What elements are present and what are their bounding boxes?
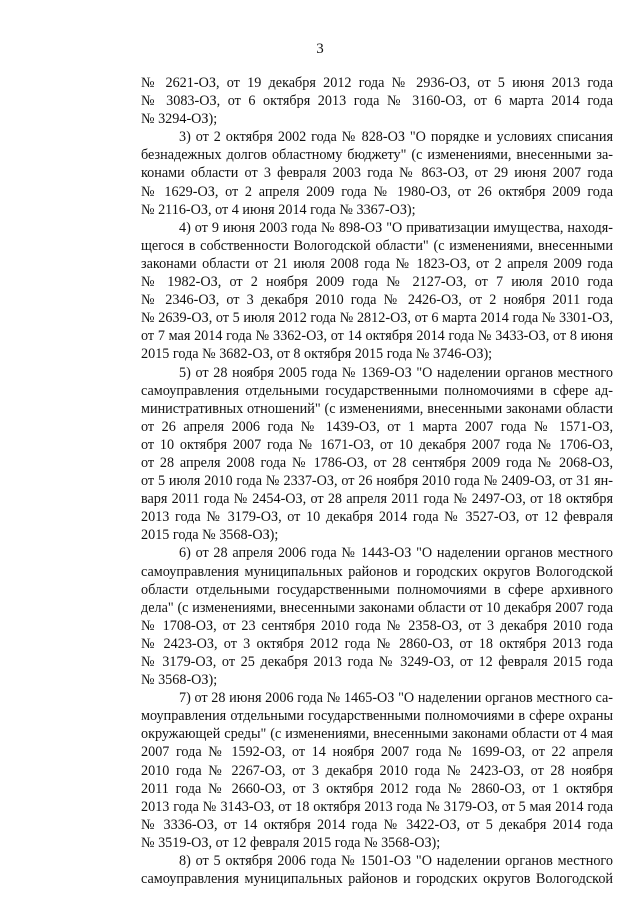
text-line: № 2116-ОЗ, от 4 июня 2014 года № 3367-ОЗ); bbox=[141, 201, 416, 218]
text-line: области отдельными государственными полномочиями в сфере архивного bbox=[141, 581, 613, 598]
paragraph bbox=[103, 689, 613, 852]
text-line: 2007 года № 1592-ОЗ, от 14 ноября 2007 года № 1699-ОЗ, от 22 апреля bbox=[141, 744, 613, 761]
text-line: № 3083-ОЗ, от 6 октября 2013 года № 3160-ОЗ, от 6 марта 2014 года bbox=[141, 93, 613, 110]
text-line: самоуправления муниципальных районов и городских округов Вологодской bbox=[141, 871, 613, 888]
text-line: 6) от 28 апреля 2006 года № 1443-ОЗ "О наделении органов местного bbox=[179, 545, 613, 562]
text-line: 4) от 9 июня 2003 года № 898-ОЗ "О приватизации имущества, находя- bbox=[179, 219, 613, 236]
paragraph bbox=[103, 74, 613, 128]
text-line: № 2639-ОЗ, от 5 июля 2012 года № 2812-ОЗ, от 6 марта 2014 года № 3301-ОЗ, bbox=[141, 310, 613, 327]
text-line: от 10 октября 2007 года № 1671-ОЗ, от 10 декабря 2007 года № 1706-ОЗ, bbox=[141, 436, 613, 453]
paragraph bbox=[103, 544, 613, 689]
text-line: от 26 апреля 2006 года № 1439-ОЗ, от 1 марта 2007 года № 1571-ОЗ, bbox=[141, 418, 613, 435]
text-line: 2015 года № 3682-ОЗ, от 8 октября 2015 года № 3746-ОЗ); bbox=[141, 346, 493, 363]
text-line: № 2621-ОЗ, от 19 декабря 2012 года № 2936-ОЗ, от 5 июня 2013 года bbox=[141, 75, 613, 91]
text-line: окружающей среды" (с изменениями, внесенными законами области от 4 мая bbox=[141, 726, 613, 743]
text-line: № 3336-ОЗ, от 14 октября 2014 года № 3422-ОЗ, от 5 декабря 2014 года bbox=[141, 816, 613, 833]
text-line: щегося в собственности Вологодской области" (с изменениями, внесенными bbox=[141, 237, 613, 254]
text-line: 2010 года № 2267-ОЗ, от 3 декабря 2010 года № 2423-ОЗ, от 28 ноября bbox=[141, 762, 613, 779]
text-line: № 3294-ОЗ); bbox=[141, 111, 218, 128]
text-line: 2011 года № 2660-ОЗ, от 3 октября 2012 года № 2860-ОЗ, от 1 октября bbox=[141, 780, 613, 797]
text-line: № 2423-ОЗ, от 3 октября 2012 года № 2860-ОЗ, от 18 октября 2013 года bbox=[141, 635, 613, 652]
text-line: 2013 года № 3179-ОЗ, от 10 декабря 2014 года № 3527-ОЗ, от 12 февраля bbox=[141, 509, 613, 526]
text-line: № 1982-ОЗ, от 2 ноября 2009 года № 2127-ОЗ, от 7 июля 2010 года bbox=[141, 274, 613, 291]
text-line: 8) от 5 октября 2006 года № 1501-ОЗ "О наделении органов местного bbox=[179, 853, 613, 870]
text-line: 3) от 2 октября 2002 года № 828-ОЗ "О порядке и условиях списания bbox=[179, 129, 613, 146]
text-line: 2013 года № 3143-ОЗ, от 18 октября 2013 года № 3179-ОЗ, от 5 мая 2014 года bbox=[141, 798, 613, 815]
text-line: № 3568-ОЗ); bbox=[141, 672, 218, 689]
paragraph bbox=[103, 219, 613, 364]
text-line: дела" (с изменениями, внесенными законами области от 10 декабря 2007 года bbox=[141, 599, 613, 616]
text-line: законами области от 21 июля 2008 года № 1823-ОЗ, от 2 апреля 2009 года bbox=[141, 255, 613, 272]
paragraph bbox=[103, 852, 613, 888]
text-line: № 1708-ОЗ, от 23 сентября 2010 года № 2358-ОЗ, от 3 декабря 2010 года bbox=[141, 617, 613, 634]
text-line: № 2346-ОЗ, от 3 декабря 2010 года № 2426-ОЗ, от 2 ноября 2011 года bbox=[141, 292, 613, 309]
text-line: 2015 года № 3568-ОЗ); bbox=[141, 527, 279, 544]
text-line: конами области от 3 февраля 2003 года № 863-ОЗ, от 29 июня 2007 года bbox=[141, 165, 613, 182]
text-line: самоуправления муниципальных районов и городских округов Вологодской bbox=[141, 563, 613, 580]
text-line: министративных отношений" (с изменениями, внесенными законами области bbox=[141, 400, 613, 417]
text-line: самоуправления отдельными государственными полномочиями в сфере ад- bbox=[141, 382, 613, 399]
text-line: № 3519-ОЗ, от 12 февраля 2015 года № 3568-ОЗ); bbox=[141, 834, 441, 851]
text-line: от 28 апреля 2008 года № 1786-ОЗ, от 28 сентября 2009 года № 2068-ОЗ, bbox=[141, 454, 613, 471]
text-line: 7) от 28 июня 2006 года № 1465-ОЗ "О наделении органов местного са- bbox=[179, 690, 613, 707]
paragraph bbox=[103, 128, 613, 218]
text-line: варя 2011 года № 2454-ОЗ, от 28 апреля 2011 года № 2497-ОЗ, от 18 октября bbox=[141, 491, 613, 508]
text-line: моуправления отдельными государственными полномочиями в сфере охраны bbox=[141, 708, 613, 725]
document-body bbox=[103, 74, 613, 888]
text-line: № 3179-ОЗ, от 25 декабря 2013 года № 3249-ОЗ, от 12 февраля 2015 года bbox=[141, 654, 613, 670]
text-line: от 7 мая 2014 года № 3362-ОЗ, от 14 октября 2014 года № 3433-ОЗ, от 8 июня bbox=[141, 328, 613, 345]
paragraph bbox=[103, 364, 613, 545]
text-line: от 5 июля 2010 года № 2337-ОЗ, от 26 ноября 2010 года № 2409-ОЗ, от 31 ян- bbox=[141, 473, 613, 490]
page-number: 3 bbox=[316, 41, 324, 57]
text-line: 5) от 28 ноября 2005 года № 1369-ОЗ "О наделении органов местного bbox=[179, 364, 613, 381]
text-line: безнадежных долгов областному бюджету" (с изменениями, внесенными за- bbox=[141, 147, 613, 164]
text-line: № 1629-ОЗ, от 2 апреля 2009 года № 1980-ОЗ, от 26 октября 2009 года bbox=[141, 183, 613, 200]
